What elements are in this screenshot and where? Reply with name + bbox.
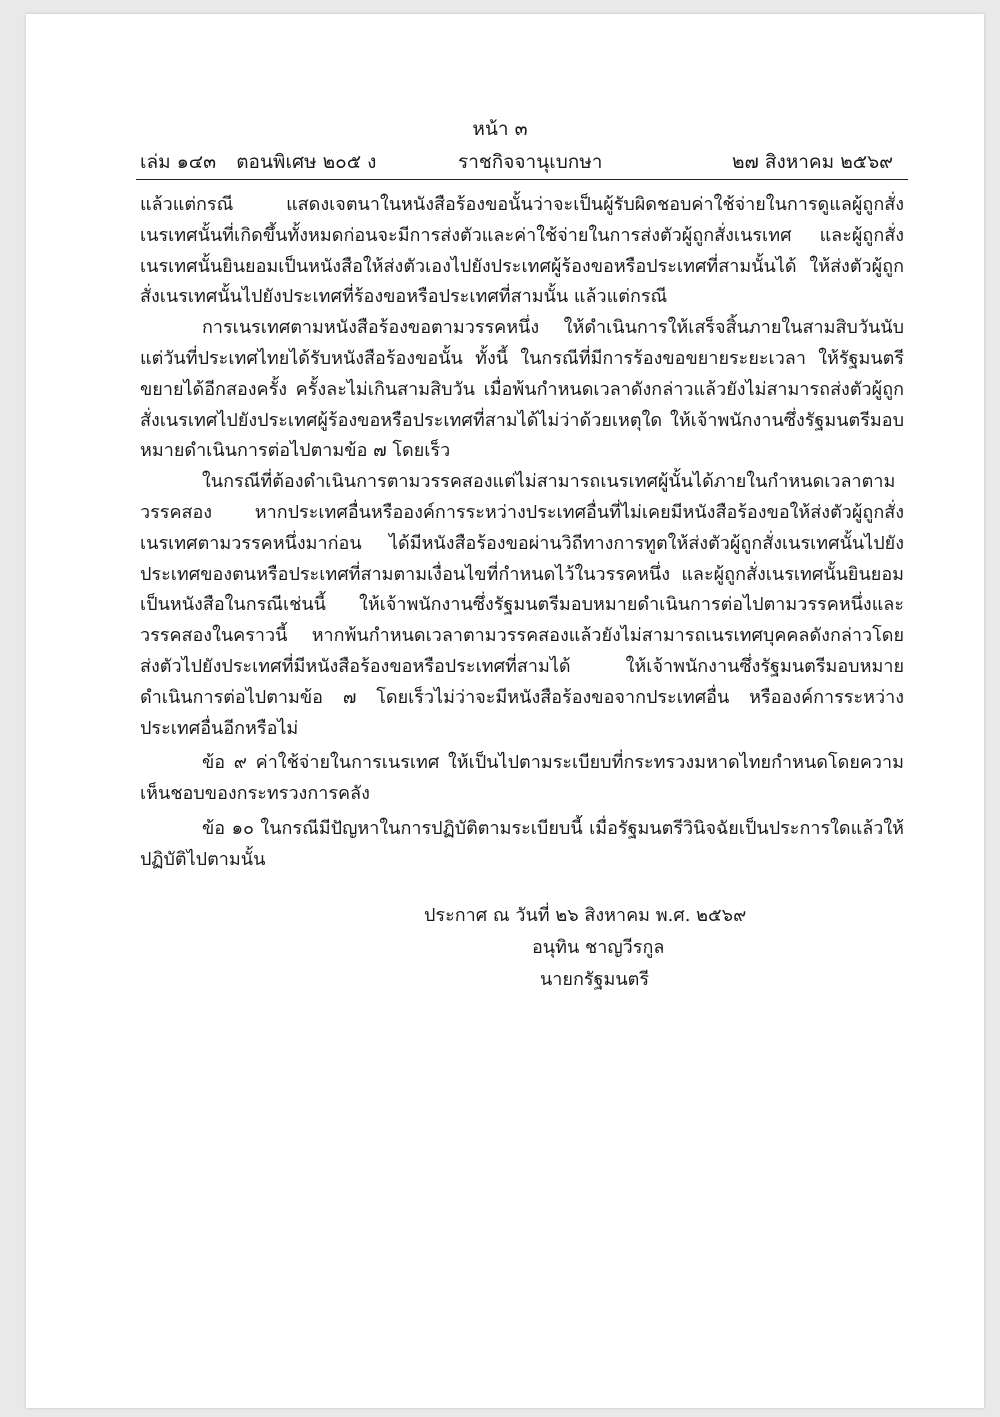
paragraph-deportation-deadline: การเนรเทศตามหนังสือร้องขอตามวรรคหนึ่ง ให้ดำเนินการให้เสร็จสิ้นภายในสามสิบวันนับแต่วันที่ประเทศไทยได้รับหนังสือร้องขอนั้น ทั้งนี้ ในกรณีที่มีการร้องขอขยายระยะเวลา ให้รัฐมนตรีขยายได้อีกสองครั้ง ครั้งละไม่เกินสามสิบวัน เมื่อพ้นกำหนดเวลาดังกล่าวแล้วยังไม่สามารถส่งตัวผู้ถูกสั่งเนรเทศไปยังประเทศผู้ร้องขอหรือประเทศที่สามได้ไม่ว่าด้วยเหตุใด ให้เจ้าพนักงานซึ่งรัฐมนตรีมอบหมายดำเนินการต่อไปตามข้อ ๗ โดยเร็ว	[140, 317, 904, 462]
signature-block	[420, 900, 800, 996]
announcement-date: ประกาศ ณ วันที่ ๒๖ สิงหาคม พ.ศ. ๒๕๖๙	[424, 905, 747, 926]
header-issue: ตอนพิเศษ ๒๐๕ ง	[236, 151, 377, 173]
document-body	[140, 190, 904, 876]
header-publication: ราชกิจจานุเบกษา	[458, 151, 603, 173]
paragraph-other-country-request: ในกรณีที่ต้องดำเนินการตามวรรคสองแต่ไม่สามารถเนรเทศผู้นั้นได้ภายในกำหนดเวลาตามวรรคสอง หากประเทศอื่นหรือองค์การระหว่างประเทศอื่นที่ไม่เคยมีหนังสือร้องขอให้ส่งตัวผู้ถูกสั่งเนรเทศตามวรรคหนึ่งมาก่อน ได้มีหนังสือร้องขอผ่านวิถีทางการทูตให้ส่งตัวผู้ถูกสั่งเนรเทศนั้นไปยังประเทศของตนหรือประเทศที่สามตามเงื่อนไขที่กำหนดไว้ในวรรคหนึ่ง และผู้ถูกสั่งเนรเทศนั้นยินยอมเป็นหนังสือในกรณีเช่นนี้ ให้เจ้าพนักงานซึ่งรัฐมนตรีมอบหมายดำเนินการต่อไปตามวรรคหนึ่งและวรรคสองในคราวนี้ หากพ้นกำหนดเวลาตามวรรคสองแล้วยังไม่สามารถเนรเทศบุคคลดังกล่าวโดยส่งตัวไปยังประเทศที่มีหนังสือร้องขอหรือประเทศที่สามได้ ให้เจ้าพนักงานซึ่งรัฐมนตรีมอบหมายดำเนินการต่อไปตามข้อ ๗ โดยเร็วไม่ว่าจะมีหนังสือร้องขอจากประเทศอื่น หรือองค์การระหว่างประเทศอื่นอีกหรือไม่	[140, 471, 904, 739]
header-volume: เล่ม ๑๔๓	[140, 151, 217, 173]
page-number: หน้า ๓	[472, 118, 528, 140]
header-date: ๒๗ สิงหาคม ๒๕๖๙	[732, 151, 894, 173]
paragraph-continuation: แล้วแต่กรณี แสดงเจตนาในหนังสือร้องขอนั้นว่าจะเป็นผู้รับผิดชอบค่าใช้จ่ายในการดูแลผู้ถูกสั่งเนรเทศนั้นที่เกิดขึ้นทั้งหมดก่อนจะมีการส่งตัวและค่าใช้จ่ายในการส่งตัวผู้ถูกสั่งเนรเทศ และผู้ถูกสั่งเนรเทศนั้นยินยอมเป็นหนังสือให้ส่งตัวเองไปยังประเทศผู้ร้องขอหรือประเทศที่สามนั้นได้ ให้ส่งตัวผู้ถูกสั่งเนรเทศนั้นไปยังประเทศที่ร้องขอหรือประเทศที่สามนั้น แล้วแต่กรณี	[140, 194, 904, 308]
signatory-name: อนุทิน ชาญวีรกูล	[532, 937, 665, 958]
clause-9: ข้อ ๙ ค่าใช้จ่ายในการเนรเทศ ให้เป็นไปตามระเบียบที่กระทรวงมหาดไทยกำหนดโดยความเห็นชอบของกระทรวงการคลัง	[140, 752, 904, 805]
header-volume-issue	[140, 148, 390, 176]
signatory-title: นายกรัฐมนตรี	[540, 969, 649, 990]
header-divider	[136, 179, 908, 180]
clause-10: ข้อ ๑๐ ในกรณีมีปัญหาในการปฏิบัติตามระเบียบนี้ เมื่อรัฐมนตรีวินิจฉัยเป็นประการใดแล้วให้ปฏิบัติไปตามนั้น	[140, 817, 904, 870]
